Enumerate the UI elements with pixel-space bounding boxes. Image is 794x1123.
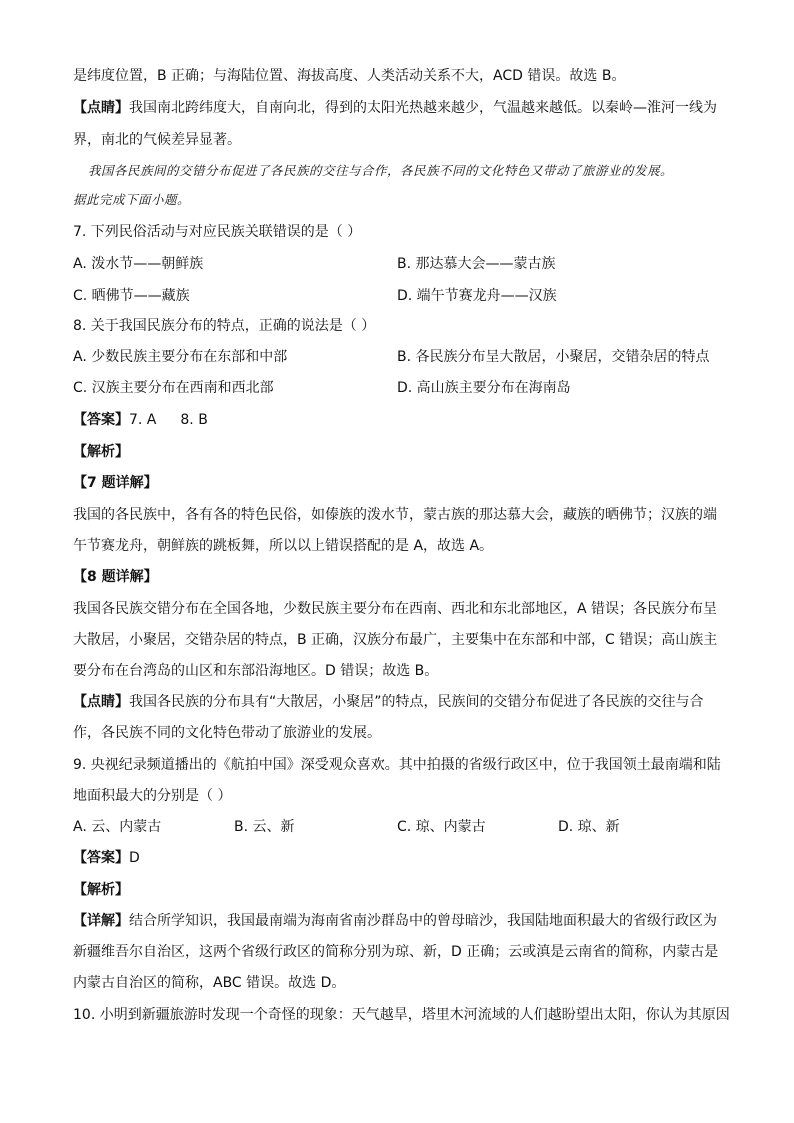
text-line: 要分布在台湾岛的山区和东部沿海地区。D 错误；故选 B。 (73, 663, 439, 679)
text-line: 新疆维吾尔自治区，这两个省级行政区的简称分别为琼、新，D 正确；云或滇是云南省的简称，内蒙古是 (73, 944, 719, 960)
option-9c: C. 琼、内蒙古 (397, 819, 486, 835)
question-9: 9. 央视纪录频道播出的《航拍中国》深受观众喜欢。其中拍摄的省级行政区中，位于我国领土最南端和陆 (73, 757, 721, 773)
answer-7: 7. A (129, 412, 157, 428)
option-8b: B. 各民族分布呈大散居，小聚居，交错杂居的特点 (397, 349, 710, 365)
text-line (73, 692, 704, 712)
option-9a: A. 云、内蒙古 (73, 819, 162, 835)
answer-tag: 【答案】 (73, 412, 129, 428)
question-7: 7. 下列民俗活动与对应民族关联错误的是（ ） (73, 224, 362, 240)
answer-8: 8. B (180, 412, 208, 428)
option-7b: B. 那达慕大会——蒙古族 (397, 256, 556, 272)
text-line (73, 98, 717, 118)
question-8: 8. 关于我国民族分布的特点，正确的说法是（ ） (73, 318, 376, 334)
option-7d: D. 端午节赛龙舟——汉族 (397, 288, 557, 304)
analysis-heading: 【解析】 (73, 882, 129, 898)
option-9b: B. 云、新 (234, 819, 295, 835)
intro-line: 我国各民族间的交错分布促进了各民族的交往与合作，各民族不同的文化特色又带动了旅游业的发展。 (88, 163, 674, 178)
detail-8-heading: 【8 题详解】 (73, 569, 158, 585)
text-line: 我国各民族交错分布在全国各地，少数民族主要分布在西南、西北和东北部地区，A 错误；各民族分布呈 (73, 601, 718, 617)
detail-7-heading: 【7 题详解】 (73, 475, 158, 491)
text-span: 我国南北跨纬度大，自南向北，得到的太阳光热越来越少，气温越来越低。以秦岭—淮河一线为 (129, 100, 717, 116)
intro-line: 据此完成下面小题。 (73, 192, 191, 207)
question-10: 10. 小明到新疆旅游时发现一个奇怪的现象：天气越旱，塔里木河流域的人们越盼望出太阳，你认为其原因 (73, 1007, 730, 1023)
option-7c: C. 晒佛节——藏族 (73, 288, 190, 304)
answer-9 (73, 848, 140, 868)
text-line: 午节赛龙舟，朝鲜族的跳板舞，所以以上错误搭配的是 A，故选 A。 (73, 538, 494, 554)
detail-tag: 【详解】 (73, 913, 129, 929)
answer-9-value: D (129, 850, 140, 866)
analysis-heading: 【解析】 (73, 444, 129, 460)
text-span: 结合所学知识，我国最南端为海南省南沙群岛中的曾母暗沙，我国陆地面积最大的省级行政区为 (129, 913, 717, 929)
text-line: 作，各民族不同的文化特色带动了旅游业的发展。 (73, 725, 381, 741)
answer-7-8 (73, 410, 208, 430)
point-tag: 【点睛】 (73, 694, 129, 710)
text-span: 我国各民族的分布具有“大散居，小聚居”的特点，民族间的交错分布促进了各民族的交往与合 (129, 694, 704, 710)
text-line: 地面积最大的分别是（ ） (73, 788, 232, 804)
option-9d: D. 琼、新 (558, 819, 620, 835)
option-7a: A. 泼水节——朝鲜族 (73, 256, 204, 272)
option-8c: C. 汉族主要分布在西南和西北部 (73, 380, 274, 396)
point-tag: 【点睛】 (73, 100, 129, 116)
option-8a: A. 少数民族主要分布在东部和中部 (73, 349, 288, 365)
answer-tag: 【答案】 (73, 850, 129, 866)
text-line: 内蒙古自治区的简称，ABC 错误。故选 D。 (73, 975, 346, 991)
text-line: 是纬度位置，B 正确；与海陆位置、海拔高度、人类活动关系不大，ACD 错误。故选 B。 (73, 68, 626, 84)
text-line: 界，南北的气候差异显著。 (73, 132, 241, 148)
text-line: 大散居，小聚居，交错杂居的特点，B 正确，汉族分布最广，主要集中在东部和中部，C 错误；高山族主 (73, 632, 718, 648)
option-8d: D. 高山族主要分布在海南岛 (397, 380, 571, 396)
text-line (73, 911, 717, 931)
text-line: 我国的各民族中，各有各的特色民俗，如傣族的泼水节，蒙古族的那达慕大会，藏族的晒佛节；汉族的端 (73, 507, 717, 523)
